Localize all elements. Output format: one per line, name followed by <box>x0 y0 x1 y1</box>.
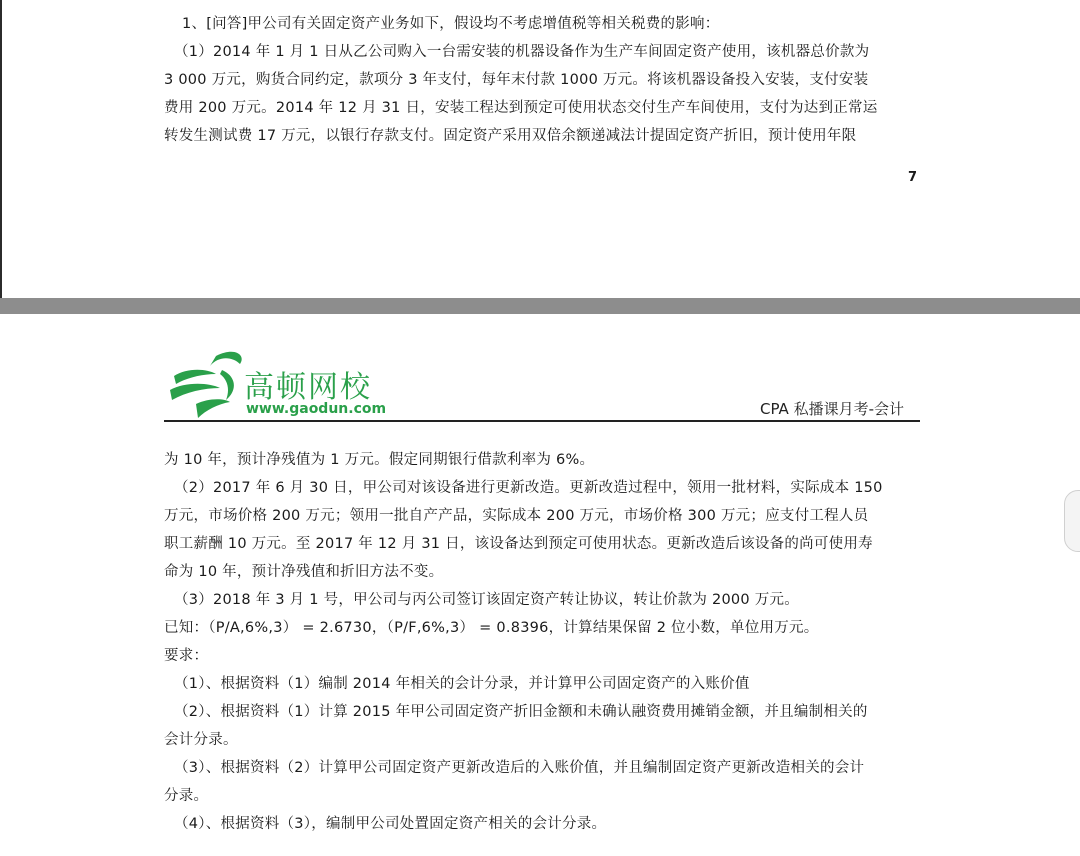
text-line: （2）2017 年 6 月 30 日，甲公司对该设备进行更新改造。更新改造过程中，领用一批材料，实际成本 150 <box>174 480 883 496</box>
requirement-item: （3）、根据资料（2）计算甲公司固定资产更新改造后的入账价值，并且编制固定资产更新改造相关的会计 <box>174 760 865 776</box>
page-number: 7 <box>908 170 918 185</box>
logo-url: www.gaodun.com <box>246 401 387 417</box>
scroll-handle[interactable] <box>1064 490 1080 552</box>
text-line: 为 10 年，预计净残值为 1 万元。假定同期银行借款利率为 6%。 <box>164 452 595 468</box>
logo-title: 高顿网校 <box>244 370 372 405</box>
question-title: 1、[问答]甲公司有关固定资产业务如下，假设均不考虑增值税等相关税费的影响： <box>182 16 720 32</box>
text-line: 已知：（P/A,6%,3） = 2.6730，（P/F,6%,3） = 0.8396，计算结果保留 2 位小数，单位用万元。 <box>164 620 819 636</box>
text-line: （1）2014 年 1 月 1 日从乙公司购入一台需安装的机器设备作为生产车间固定资产使用，该机器总价款为 <box>174 44 870 60</box>
text-line: （3）2018 年 3 月 1 号，甲公司与丙公司签订该固定资产转让协议，转让价款为 2000 万元。 <box>174 592 799 608</box>
page-separator <box>0 298 1080 314</box>
text-line: 万元，市场价格 200 万元；领用一批自产产品，实际成本 200 万元，市场价格 300 万元；应支付工程人员 <box>164 508 869 524</box>
text-line: 费用 200 万元。2014 年 12 月 31 日，安装工程达到预定可使用状态交付生产车间使用，支付为达到正常运 <box>164 100 878 116</box>
requirements-heading: 要求： <box>164 648 209 664</box>
requirement-item: （2）、根据资料（1）计算 2015 年甲公司固定资产折旧金额和未确认融资费用摊销金额，并且编制相关的 <box>174 704 868 720</box>
text-line: 3 000 万元，购货合同约定，款项分 3 年支付，每年末付款 1000 万元。将该机器设备投入安装，支付安装 <box>164 72 869 88</box>
requirement-item: （4）、根据资料（3），编制甲公司处置固定资产相关的会计分录。 <box>174 816 607 832</box>
text-line: 分录。 <box>164 788 209 804</box>
text-line: 转发生测试费 17 万元，以银行存款支付。固定资产采用双倍余额递减法计提固定资产折旧，预计使用年限 <box>164 128 857 144</box>
requirement-item: （1）、根据资料（1）编制 2014 年相关的会计分录，并计算甲公司固定资产的入账价值 <box>174 676 750 692</box>
text-line: 命为 10 年，预计净残值和折旧方法不变。 <box>164 564 444 580</box>
header-rule <box>164 420 920 422</box>
page-top <box>0 0 1080 298</box>
course-title: CPA 私播课月考-会计 <box>760 400 905 418</box>
text-line: 会计分录。 <box>164 732 238 748</box>
text-line: 职工薪酬 10 万元。至 2017 年 12 月 31 日，该设备达到预定可使用状态。更新改造后该设备的尚可使用寿 <box>164 536 873 552</box>
page-edge <box>0 0 2 298</box>
